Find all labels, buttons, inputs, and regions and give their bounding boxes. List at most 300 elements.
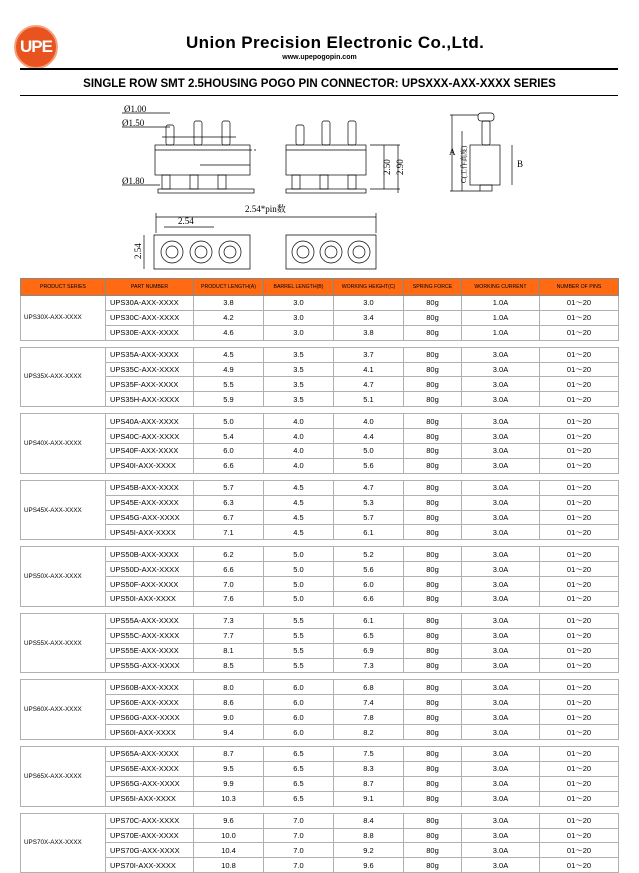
table-row bbox=[21, 858, 619, 873]
cell-working-height: 5.2 bbox=[334, 547, 404, 562]
cell-product-length: 10.3 bbox=[194, 791, 264, 806]
cell-spring-force: 80g bbox=[404, 458, 462, 473]
group-separator-cell bbox=[21, 606, 619, 613]
spec-table-body bbox=[21, 296, 619, 873]
cell-barrel-length: 6.5 bbox=[264, 747, 334, 762]
cell-number-of-pins: 01～20 bbox=[540, 377, 619, 392]
cell-product-length: 9.6 bbox=[194, 813, 264, 828]
group-separator bbox=[21, 606, 619, 613]
table-row bbox=[21, 296, 619, 311]
cell-working-current: 1.0A bbox=[462, 310, 540, 325]
cell-part-number: UPS35A-AXX-XXXX bbox=[106, 347, 194, 362]
table-row bbox=[21, 480, 619, 495]
cell-working-height: 6.8 bbox=[334, 680, 404, 695]
cell-barrel-length: 4.0 bbox=[264, 458, 334, 473]
cell-product-length: 4.2 bbox=[194, 310, 264, 325]
table-header-row bbox=[21, 279, 619, 296]
cell-barrel-length: 4.0 bbox=[264, 429, 334, 444]
cell-barrel-length: 3.5 bbox=[264, 347, 334, 362]
col-header-product-series: PRODUCT SERIES bbox=[21, 279, 106, 296]
cell-spring-force: 80g bbox=[404, 547, 462, 562]
cell-barrel-length: 5.5 bbox=[264, 658, 334, 673]
col-header-working-height: WORKING HEIGHT(C) bbox=[334, 279, 404, 296]
cell-barrel-length: 6.5 bbox=[264, 761, 334, 776]
cell-product-length: 8.1 bbox=[194, 643, 264, 658]
cell-working-height: 8.8 bbox=[334, 828, 404, 843]
title-rule bbox=[20, 95, 618, 96]
cell-spring-force: 80g bbox=[404, 813, 462, 828]
dim-width: 2.54 bbox=[133, 243, 143, 259]
cell-barrel-length: 6.5 bbox=[264, 791, 334, 806]
cell-part-number: UPS40C-AXX-XXXX bbox=[106, 429, 194, 444]
company-name: Union Precision Electronic Co.,Ltd. bbox=[186, 33, 485, 52]
col-header-spring-force: SPRING FORCE bbox=[404, 279, 462, 296]
group-separator bbox=[21, 540, 619, 547]
cell-number-of-pins: 01～20 bbox=[540, 680, 619, 695]
cell-working-height: 5.0 bbox=[334, 444, 404, 459]
col-header-part-number: PART NUMBER bbox=[106, 279, 194, 296]
cell-number-of-pins: 01～20 bbox=[540, 658, 619, 673]
cell-working-height: 4.0 bbox=[334, 414, 404, 429]
cell-spring-force: 80g bbox=[404, 296, 462, 311]
cell-working-height: 6.1 bbox=[334, 525, 404, 540]
cell-part-number: UPS70E-AXX-XXXX bbox=[106, 828, 194, 843]
cell-part-number: UPS65G-AXX-XXXX bbox=[106, 776, 194, 791]
cell-spring-force: 80g bbox=[404, 362, 462, 377]
table-row bbox=[21, 577, 619, 592]
cell-spring-force: 80g bbox=[404, 658, 462, 673]
cell-number-of-pins: 01～20 bbox=[540, 392, 619, 407]
cell-part-number: UPS60E-AXX-XXXX bbox=[106, 695, 194, 710]
cell-working-current: 3.0A bbox=[462, 495, 540, 510]
cell-product-length: 9.5 bbox=[194, 761, 264, 776]
cell-barrel-length: 4.0 bbox=[264, 414, 334, 429]
cell-product-length: 4.5 bbox=[194, 347, 264, 362]
cell-product-length: 8.5 bbox=[194, 658, 264, 673]
cell-part-number: UPS50D-AXX-XXXX bbox=[106, 562, 194, 577]
cell-working-current: 3.0A bbox=[462, 747, 540, 762]
cell-product-series: UPS60X-AXX-XXXX bbox=[21, 680, 106, 740]
cell-working-height: 6.9 bbox=[334, 643, 404, 658]
dim-total-height: 2.90 bbox=[395, 159, 405, 175]
cell-barrel-length: 4.5 bbox=[264, 525, 334, 540]
cell-part-number: UPS60B-AXX-XXXX bbox=[106, 680, 194, 695]
dim-pitch-total: 2.54*pin数 bbox=[245, 204, 286, 214]
cell-number-of-pins: 01～20 bbox=[540, 525, 619, 540]
cell-part-number: UPS35C-AXX-XXXX bbox=[106, 362, 194, 377]
cell-part-number: UPS70I-AXX-XXXX bbox=[106, 858, 194, 873]
cell-barrel-length: 7.0 bbox=[264, 813, 334, 828]
cell-number-of-pins: 01～20 bbox=[540, 362, 619, 377]
cell-working-height: 6.5 bbox=[334, 628, 404, 643]
cell-part-number: UPS60G-AXX-XXXX bbox=[106, 710, 194, 725]
cell-number-of-pins: 01～20 bbox=[540, 592, 619, 607]
group-separator-cell bbox=[21, 806, 619, 813]
cell-barrel-length: 4.5 bbox=[264, 510, 334, 525]
cell-barrel-length: 5.5 bbox=[264, 613, 334, 628]
cell-spring-force: 80g bbox=[404, 776, 462, 791]
group-separator bbox=[21, 407, 619, 414]
company-website: www.upepogopin.com bbox=[282, 54, 357, 61]
cell-number-of-pins: 01～20 bbox=[540, 843, 619, 858]
cell-product-length: 5.9 bbox=[194, 392, 264, 407]
group-separator bbox=[21, 740, 619, 747]
table-row bbox=[21, 658, 619, 673]
cell-spring-force: 80g bbox=[404, 414, 462, 429]
table-row bbox=[21, 725, 619, 740]
header-rule bbox=[20, 68, 618, 70]
connector-drawing bbox=[100, 103, 540, 273]
cell-working-height: 3.4 bbox=[334, 310, 404, 325]
cell-number-of-pins: 01～20 bbox=[540, 776, 619, 791]
cell-working-height: 8.4 bbox=[334, 813, 404, 828]
cell-working-current: 3.0A bbox=[462, 725, 540, 740]
cell-working-current: 3.0A bbox=[462, 680, 540, 695]
cell-number-of-pins: 01～20 bbox=[540, 791, 619, 806]
cell-working-height: 5.6 bbox=[334, 562, 404, 577]
cell-working-height: 7.4 bbox=[334, 695, 404, 710]
cell-working-current: 3.0A bbox=[462, 347, 540, 362]
cell-spring-force: 80g bbox=[404, 828, 462, 843]
table-row bbox=[21, 695, 619, 710]
cell-product-length: 4.9 bbox=[194, 362, 264, 377]
group-separator bbox=[21, 673, 619, 680]
cell-barrel-length: 5.0 bbox=[264, 592, 334, 607]
cell-barrel-length: 6.0 bbox=[264, 710, 334, 725]
table-row bbox=[21, 843, 619, 858]
dim-housing-height: 2.50 bbox=[382, 159, 392, 175]
cell-number-of-pins: 01～20 bbox=[540, 562, 619, 577]
cell-product-length: 9.9 bbox=[194, 776, 264, 791]
cell-working-current: 3.0A bbox=[462, 510, 540, 525]
table-row bbox=[21, 592, 619, 607]
cell-spring-force: 80g bbox=[404, 843, 462, 858]
cell-product-length: 6.6 bbox=[194, 562, 264, 577]
cell-working-current: 1.0A bbox=[462, 296, 540, 311]
col-header-product-length: PRODUCT LENGTH(A) bbox=[194, 279, 264, 296]
cell-part-number: UPS40F-AXX-XXXX bbox=[106, 444, 194, 459]
cell-product-series: UPS70X-AXX-XXXX bbox=[21, 813, 106, 873]
table-row bbox=[21, 643, 619, 658]
cell-spring-force: 80g bbox=[404, 791, 462, 806]
cell-spring-force: 80g bbox=[404, 510, 462, 525]
cell-working-current: 3.0A bbox=[462, 843, 540, 858]
table-row bbox=[21, 828, 619, 843]
cell-barrel-length: 6.0 bbox=[264, 695, 334, 710]
cell-barrel-length: 3.0 bbox=[264, 296, 334, 311]
cell-barrel-length: 3.5 bbox=[264, 392, 334, 407]
table-row bbox=[21, 347, 619, 362]
cell-working-current: 3.0A bbox=[462, 362, 540, 377]
cell-part-number: UPS35H-AXX-XXXX bbox=[106, 392, 194, 407]
cell-part-number: UPS30C-AXX-XXXX bbox=[106, 310, 194, 325]
cell-part-number: UPS40A-AXX-XXXX bbox=[106, 414, 194, 429]
cell-part-number: UPS30E-AXX-XXXX bbox=[106, 325, 194, 340]
cell-number-of-pins: 01～20 bbox=[540, 761, 619, 776]
cell-working-height: 4.1 bbox=[334, 362, 404, 377]
cell-working-current: 3.0A bbox=[462, 791, 540, 806]
cell-barrel-length: 4.5 bbox=[264, 480, 334, 495]
cell-spring-force: 80g bbox=[404, 680, 462, 695]
cell-part-number: UPS40I-AXX-XXXX bbox=[106, 458, 194, 473]
dim-pitch: 2.54 bbox=[178, 216, 194, 226]
cell-product-length: 10.8 bbox=[194, 858, 264, 873]
cell-product-series: UPS50X-AXX-XXXX bbox=[21, 547, 106, 607]
group-separator-cell bbox=[21, 540, 619, 547]
cell-spring-force: 80g bbox=[404, 628, 462, 643]
cell-barrel-length: 5.0 bbox=[264, 577, 334, 592]
cell-spring-force: 80g bbox=[404, 761, 462, 776]
cell-working-current: 3.0A bbox=[462, 710, 540, 725]
group-separator-cell bbox=[21, 473, 619, 480]
cell-working-current: 1.0A bbox=[462, 325, 540, 340]
cell-part-number: UPS35F-AXX-XXXX bbox=[106, 377, 194, 392]
cell-number-of-pins: 01～20 bbox=[540, 510, 619, 525]
cell-spring-force: 80g bbox=[404, 525, 462, 540]
cell-number-of-pins: 01～20 bbox=[540, 414, 619, 429]
cell-spring-force: 80g bbox=[404, 495, 462, 510]
cell-working-height: 6.6 bbox=[334, 592, 404, 607]
cell-part-number: UPS30A-AXX-XXXX bbox=[106, 296, 194, 311]
company-logo: UPE bbox=[14, 25, 58, 69]
dim-base-diameter: Ø1.80 bbox=[122, 176, 145, 186]
cell-working-current: 3.0A bbox=[462, 480, 540, 495]
cell-barrel-length: 6.0 bbox=[264, 725, 334, 740]
cell-barrel-length: 7.0 bbox=[264, 828, 334, 843]
cell-working-current: 3.0A bbox=[462, 658, 540, 673]
cell-number-of-pins: 01～20 bbox=[540, 577, 619, 592]
cell-product-length: 9.0 bbox=[194, 710, 264, 725]
cell-spring-force: 80g bbox=[404, 577, 462, 592]
cell-product-length: 5.5 bbox=[194, 377, 264, 392]
cell-working-height: 7.5 bbox=[334, 747, 404, 762]
cell-barrel-length: 7.0 bbox=[264, 843, 334, 858]
cell-working-current: 3.0A bbox=[462, 643, 540, 658]
group-separator bbox=[21, 340, 619, 347]
cell-working-current: 3.0A bbox=[462, 444, 540, 459]
cell-part-number: UPS55E-AXX-XXXX bbox=[106, 643, 194, 658]
cell-product-length: 5.7 bbox=[194, 480, 264, 495]
table-row bbox=[21, 791, 619, 806]
cell-working-current: 3.0A bbox=[462, 525, 540, 540]
table-row bbox=[21, 613, 619, 628]
cell-part-number: UPS45B-AXX-XXXX bbox=[106, 480, 194, 495]
cell-part-number: UPS70C-AXX-XXXX bbox=[106, 813, 194, 828]
dim-b: B bbox=[517, 159, 524, 169]
cell-barrel-length: 5.0 bbox=[264, 547, 334, 562]
cell-product-length: 3.8 bbox=[194, 296, 264, 311]
cell-spring-force: 80g bbox=[404, 592, 462, 607]
cell-product-series: UPS55X-AXX-XXXX bbox=[21, 613, 106, 673]
cell-number-of-pins: 01～20 bbox=[540, 613, 619, 628]
cell-working-height: 5.7 bbox=[334, 510, 404, 525]
cell-part-number: UPS70G-AXX-XXXX bbox=[106, 843, 194, 858]
table-row bbox=[21, 761, 619, 776]
cell-part-number: UPS65I-AXX-XXXX bbox=[106, 791, 194, 806]
cell-spring-force: 80g bbox=[404, 747, 462, 762]
cell-barrel-length: 3.5 bbox=[264, 377, 334, 392]
group-separator bbox=[21, 473, 619, 480]
cell-working-height: 4.4 bbox=[334, 429, 404, 444]
cell-working-height: 5.6 bbox=[334, 458, 404, 473]
col-header-barrel-length: BARREL LENGTH(B) bbox=[264, 279, 334, 296]
cell-working-current: 3.0A bbox=[462, 828, 540, 843]
cell-barrel-length: 4.5 bbox=[264, 495, 334, 510]
cell-product-series: UPS65X-AXX-XXXX bbox=[21, 747, 106, 807]
table-row bbox=[21, 547, 619, 562]
cell-spring-force: 80g bbox=[404, 858, 462, 873]
cell-number-of-pins: 01～20 bbox=[540, 813, 619, 828]
table-row bbox=[21, 776, 619, 791]
cell-barrel-length: 3.5 bbox=[264, 362, 334, 377]
cell-part-number: UPS45I-AXX-XXXX bbox=[106, 525, 194, 540]
cell-barrel-length: 3.0 bbox=[264, 310, 334, 325]
cell-working-current: 3.0A bbox=[462, 429, 540, 444]
cell-spring-force: 80g bbox=[404, 480, 462, 495]
cell-working-current: 3.0A bbox=[462, 377, 540, 392]
cell-working-height: 5.3 bbox=[334, 495, 404, 510]
cell-working-current: 3.0A bbox=[462, 858, 540, 873]
cell-spring-force: 80g bbox=[404, 429, 462, 444]
cell-working-height: 5.1 bbox=[334, 392, 404, 407]
cell-barrel-length: 3.0 bbox=[264, 325, 334, 340]
cell-working-height: 8.7 bbox=[334, 776, 404, 791]
cell-part-number: UPS65E-AXX-XXXX bbox=[106, 761, 194, 776]
cell-number-of-pins: 01～20 bbox=[540, 547, 619, 562]
cell-working-height: 6.0 bbox=[334, 577, 404, 592]
cell-number-of-pins: 01～20 bbox=[540, 828, 619, 843]
col-header-working-current: WORKING CURRENT bbox=[462, 279, 540, 296]
col-header-number-of-pins: NUMBER OF PINS bbox=[540, 279, 619, 296]
cell-product-length: 7.3 bbox=[194, 613, 264, 628]
cell-product-length: 5.0 bbox=[194, 414, 264, 429]
cell-barrel-length: 5.5 bbox=[264, 628, 334, 643]
group-separator-cell bbox=[21, 407, 619, 414]
table-row bbox=[21, 325, 619, 340]
cell-product-length: 7.1 bbox=[194, 525, 264, 540]
cell-working-height: 7.3 bbox=[334, 658, 404, 673]
cell-product-length: 5.4 bbox=[194, 429, 264, 444]
table-row bbox=[21, 813, 619, 828]
table-row bbox=[21, 429, 619, 444]
cell-working-current: 3.0A bbox=[462, 392, 540, 407]
cell-spring-force: 80g bbox=[404, 613, 462, 628]
cell-product-length: 6.3 bbox=[194, 495, 264, 510]
cell-working-current: 3.0A bbox=[462, 414, 540, 429]
cell-number-of-pins: 01～20 bbox=[540, 725, 619, 740]
table-row bbox=[21, 680, 619, 695]
cell-product-length: 6.0 bbox=[194, 444, 264, 459]
cell-number-of-pins: 01～20 bbox=[540, 747, 619, 762]
cell-part-number: UPS45G-AXX-XXXX bbox=[106, 510, 194, 525]
cell-spring-force: 80g bbox=[404, 347, 462, 362]
cell-working-height: 9.6 bbox=[334, 858, 404, 873]
cell-number-of-pins: 01～20 bbox=[540, 710, 619, 725]
cell-working-height: 7.8 bbox=[334, 710, 404, 725]
table-row bbox=[21, 458, 619, 473]
table-row bbox=[21, 377, 619, 392]
cell-spring-force: 80g bbox=[404, 377, 462, 392]
cell-number-of-pins: 01～20 bbox=[540, 643, 619, 658]
table-row bbox=[21, 628, 619, 643]
cell-barrel-length: 6.0 bbox=[264, 680, 334, 695]
cell-spring-force: 80g bbox=[404, 444, 462, 459]
cell-working-current: 3.0A bbox=[462, 761, 540, 776]
cell-part-number: UPS55A-AXX-XXXX bbox=[106, 613, 194, 628]
cell-product-series: UPS35X-AXX-XXXX bbox=[21, 347, 106, 407]
dim-plunger-diameter: Ø1.50 bbox=[122, 118, 145, 128]
table-row bbox=[21, 444, 619, 459]
cell-working-height: 6.1 bbox=[334, 613, 404, 628]
cell-spring-force: 80g bbox=[404, 695, 462, 710]
cell-working-height: 9.2 bbox=[334, 843, 404, 858]
cell-working-height: 3.7 bbox=[334, 347, 404, 362]
cell-product-length: 8.0 bbox=[194, 680, 264, 695]
dim-pin-diameter: Ø1.00 bbox=[124, 104, 147, 114]
table-row bbox=[21, 414, 619, 429]
cell-part-number: UPS50B-AXX-XXXX bbox=[106, 547, 194, 562]
cell-working-current: 3.0A bbox=[462, 562, 540, 577]
cell-working-height: 8.3 bbox=[334, 761, 404, 776]
group-separator-cell bbox=[21, 340, 619, 347]
cell-product-length: 8.6 bbox=[194, 695, 264, 710]
cell-part-number: UPS65A-AXX-XXXX bbox=[106, 747, 194, 762]
dim-a: A bbox=[449, 147, 456, 157]
cell-working-height: 9.1 bbox=[334, 791, 404, 806]
cell-product-length: 6.2 bbox=[194, 547, 264, 562]
side-view-right bbox=[286, 121, 400, 193]
cell-working-current: 3.0A bbox=[462, 628, 540, 643]
cell-product-length: 10.0 bbox=[194, 828, 264, 843]
table-row bbox=[21, 710, 619, 725]
cell-product-series: UPS30X-AXX-XXXX bbox=[21, 296, 106, 341]
cell-number-of-pins: 01～20 bbox=[540, 310, 619, 325]
group-separator bbox=[21, 806, 619, 813]
table-row bbox=[21, 362, 619, 377]
cell-working-current: 3.0A bbox=[462, 458, 540, 473]
cell-number-of-pins: 01～20 bbox=[540, 695, 619, 710]
cell-number-of-pins: 01～20 bbox=[540, 480, 619, 495]
document-title: SINGLE ROW SMT 2.5HOUSING POGO PIN CONNECTOR: UPSXXX-AXX-XXXX SERIES bbox=[83, 78, 556, 90]
group-separator-cell bbox=[21, 740, 619, 747]
cell-barrel-length: 4.0 bbox=[264, 444, 334, 459]
page-header bbox=[0, 0, 639, 70]
dim-c: C(工作高度) bbox=[460, 145, 468, 183]
cell-product-length: 6.7 bbox=[194, 510, 264, 525]
cell-spring-force: 80g bbox=[404, 710, 462, 725]
cell-product-length: 7.0 bbox=[194, 577, 264, 592]
cell-part-number: UPS50F-AXX-XXXX bbox=[106, 577, 194, 592]
table-row bbox=[21, 747, 619, 762]
cell-working-current: 3.0A bbox=[462, 776, 540, 791]
table-row bbox=[21, 310, 619, 325]
cell-number-of-pins: 01～20 bbox=[540, 347, 619, 362]
table-row bbox=[21, 510, 619, 525]
table-row bbox=[21, 525, 619, 540]
cell-spring-force: 80g bbox=[404, 392, 462, 407]
cell-part-number: UPS55G-AXX-XXXX bbox=[106, 658, 194, 673]
table-row bbox=[21, 562, 619, 577]
cell-spring-force: 80g bbox=[404, 643, 462, 658]
cell-working-current: 3.0A bbox=[462, 592, 540, 607]
cell-product-series: UPS45X-AXX-XXXX bbox=[21, 480, 106, 540]
cell-number-of-pins: 01～20 bbox=[540, 325, 619, 340]
cell-number-of-pins: 01～20 bbox=[540, 628, 619, 643]
cell-number-of-pins: 01～20 bbox=[540, 858, 619, 873]
cell-working-height: 4.7 bbox=[334, 480, 404, 495]
cell-working-height: 3.8 bbox=[334, 325, 404, 340]
cell-working-current: 3.0A bbox=[462, 613, 540, 628]
